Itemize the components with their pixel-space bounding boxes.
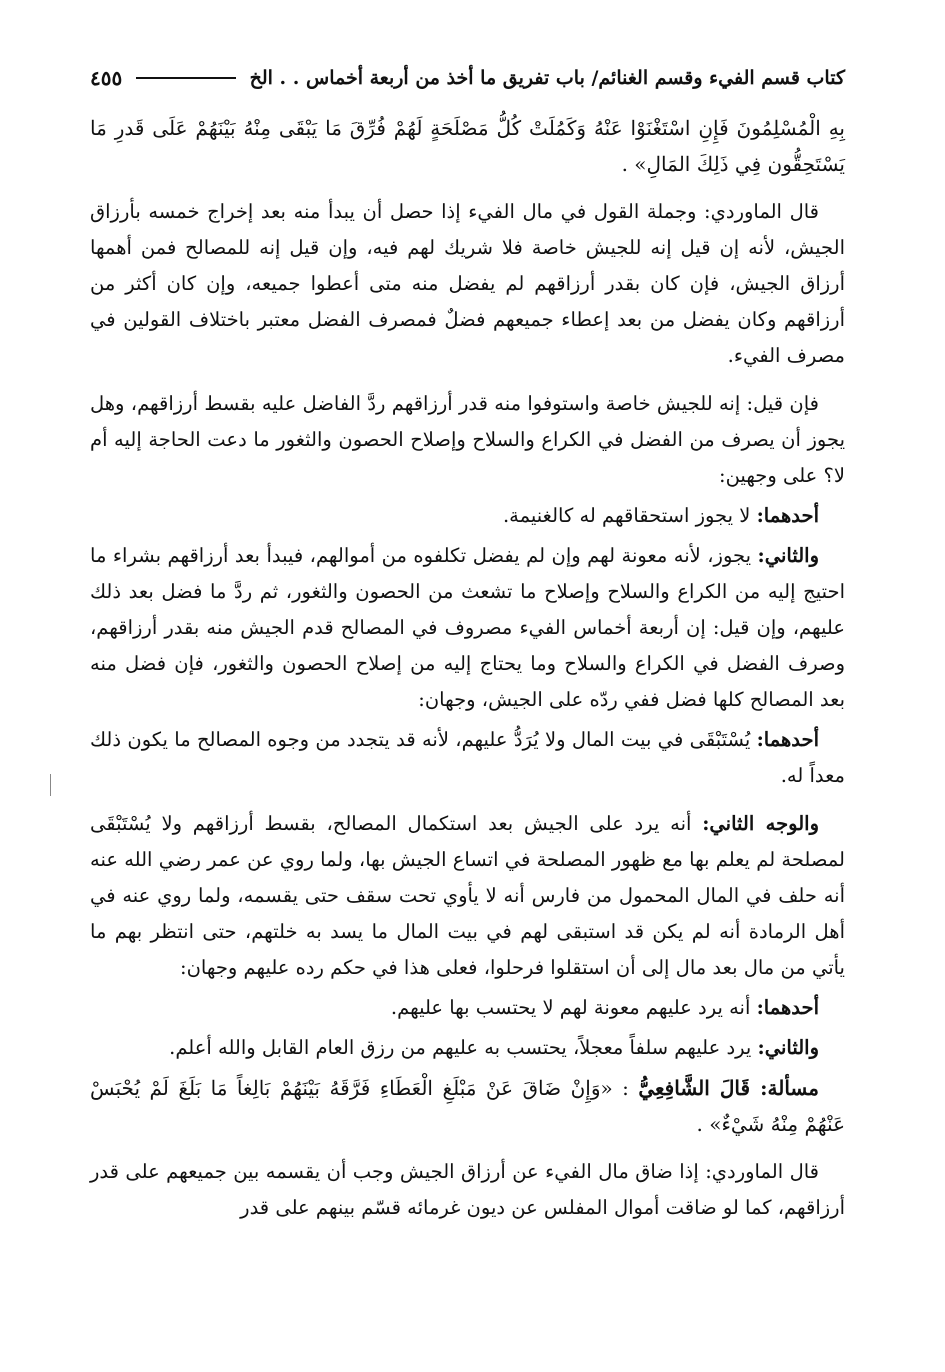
paragraph-11: قال الماوردي: إذا ضاق مال الفيء عن أرزاق الجيش وجب أن يقسمه بين جميعهم على قدر أرزاقهم، كما لو ضاقت أموال المفلس عن ديون غرمائه قسّم بينهم على قدر bbox=[90, 1160, 845, 1219]
paragraph-8-text: أنه يرد عليهم معونة لهم لا يحتسب بها عليهم. bbox=[390, 996, 757, 1019]
page-number: ٤٥٥ bbox=[90, 66, 123, 90]
paragraph-4 bbox=[90, 498, 845, 534]
page-body bbox=[90, 110, 845, 1238]
margin-mark bbox=[50, 774, 51, 796]
paragraph-10-text: : «وَإِنْ ضَاقَ عَنْ مَبْلَغِ الْعَطَاءِ فَرَّقَهُ بَيْنَهُمْ بَالِغاً مَا بَلَغَ لَمْ يُحْبَسْ عَنْهُمْ مِنْهُ شَيْءٌ» . bbox=[90, 1076, 845, 1136]
paragraph-10 bbox=[90, 1070, 845, 1142]
running-header bbox=[90, 60, 845, 96]
paragraph-6 bbox=[90, 722, 845, 794]
paragraph-4-lead: أحدهما: bbox=[756, 504, 819, 527]
paragraph-8 bbox=[90, 990, 845, 1026]
paragraph-8-lead: أحدهما: bbox=[756, 996, 819, 1019]
paragraph-3: فإن قيل: إنه للجيش خاصة واستوفوا منه قدر أرزاقهم ردَّ الفاضل عليه بقسط أرزاقهم، وهل يجوز أن يصرف من الفضل في الكراع والسلاح وإصلاح الحصون والثغور ما دعت الحاجة إليه أم لا؟ على وجهين: bbox=[90, 392, 845, 487]
paragraph-6-text: يُسْتَبْقَى في بيت المال ولا يُرَدُّ عليهم، لأنه قد يتجدد من وجوه المصالح ما يكون ذلك معداً له. bbox=[90, 728, 845, 787]
paragraph-9-text: يرد عليهم سلفاً معجلاً، يحتسب به عليهم من رزق العام القابل والله أعلم. bbox=[169, 1036, 758, 1059]
header-rule bbox=[136, 77, 235, 79]
paragraph-7 bbox=[90, 806, 845, 986]
paragraph-9 bbox=[90, 1030, 845, 1066]
paragraph-4-text: لا يجوز استحقاقهم له كالغنيمة. bbox=[502, 504, 757, 527]
paragraph-2: قال الماوردي: وجملة القول في مال الفيء إذا حصل أن يبدأ منه بعد إخراج خمسه بأرزاق الجيش، لأنه إن قيل إنه للجيش خاصة فلا شريك لهم فيه، وإن قيل إنه للمصالح فمن أهمها أرزاق الجيش، فإن كان بقدر أرزاقهم لم يفضل منه متى أعطوا جميعه، وإن كان أكثر من أرزاقهم وكان يفضل من بعد إعطاء جميعهم فضلٌ فمصرف الفضل معتبر باختلاف القولين في مصرف الفيء. bbox=[90, 200, 845, 367]
paragraph-6-lead: أحدهما: bbox=[756, 728, 819, 751]
paragraph-5-text: يجوز، لأنه معونة لهم وإن لم يفضل تكلفوه من أموالهم، فيبدأ بعد أرزاقهم بشراء ما احتيج إليه من الكراع والسلاح وإصلاح ما تشعث من الحصون والثغور، ثم ردَّ ما فضل بعد ذلك عليهم، وإن قيل: إن أربعة أخماس الفيء مصروف في المصالح قدم الجيش منه بقدر أرزاقهم، وصرف الفضل في الكراع والسلاح وما يحتاج إليه من إصلاح الحصون والثغور، فإن فضل منه بعد المصالح كلها فضل ففي ردّه على الجيش، وجهان: bbox=[90, 544, 845, 711]
paragraph-5-lead: والثاني: bbox=[757, 544, 819, 567]
paragraph-9-lead: والثاني: bbox=[757, 1036, 819, 1059]
paragraph-7-text: أنه يرد على الجيش بعد استكمال المصالح، بقسط أرزاقهم ولا يُسْتَبْقَى لمصلحة لم يعلم بها مع ظهور المصلحة في اتساع الجيش بها، ولما روي عن عمر رضي الله عنه أنه حلف في المال المحمول من فارس أنه لا يأوي تحت سقف حتى يقسمه، ولما روي عنه في أهل الرمادة أنه لم يكن قد استبقى لهم في بيت المال ما يسد به خلتهم، حتى انتظر بهم ما يأتي من مال بعد مال إلى أن استقلوا فرحلوا، فعلى هذا في حكم رده عليهم وجهان: bbox=[90, 812, 845, 979]
paragraph-1: بِهِ الْمُسْلِمُونَ فَإِنِ اسْتَغْنَوْا عَنْهُ وَكَمُلَتْ كُلُّ مَصْلَحَةٍ لَهُمْ فُرِّقَ مَا يَبْقَى مِنْهُ بَيْنَهُمْ عَلَى قَدرِ مَا يَسْتَحِقُّون فِي ذَلِكَ المَالِ» . bbox=[90, 116, 845, 176]
paragraph-10-lead: مسألة: قَالَ الشَّافِعِيُّ bbox=[638, 1076, 819, 1100]
paragraph-7-lead: والوجه الثاني: bbox=[702, 812, 819, 835]
paragraph-5 bbox=[90, 538, 845, 718]
header-title: كتاب قسم الفيء وقسم الغنائم/ باب تفريق ما أخذ من أربعة أخماس . . الخ bbox=[249, 67, 845, 89]
